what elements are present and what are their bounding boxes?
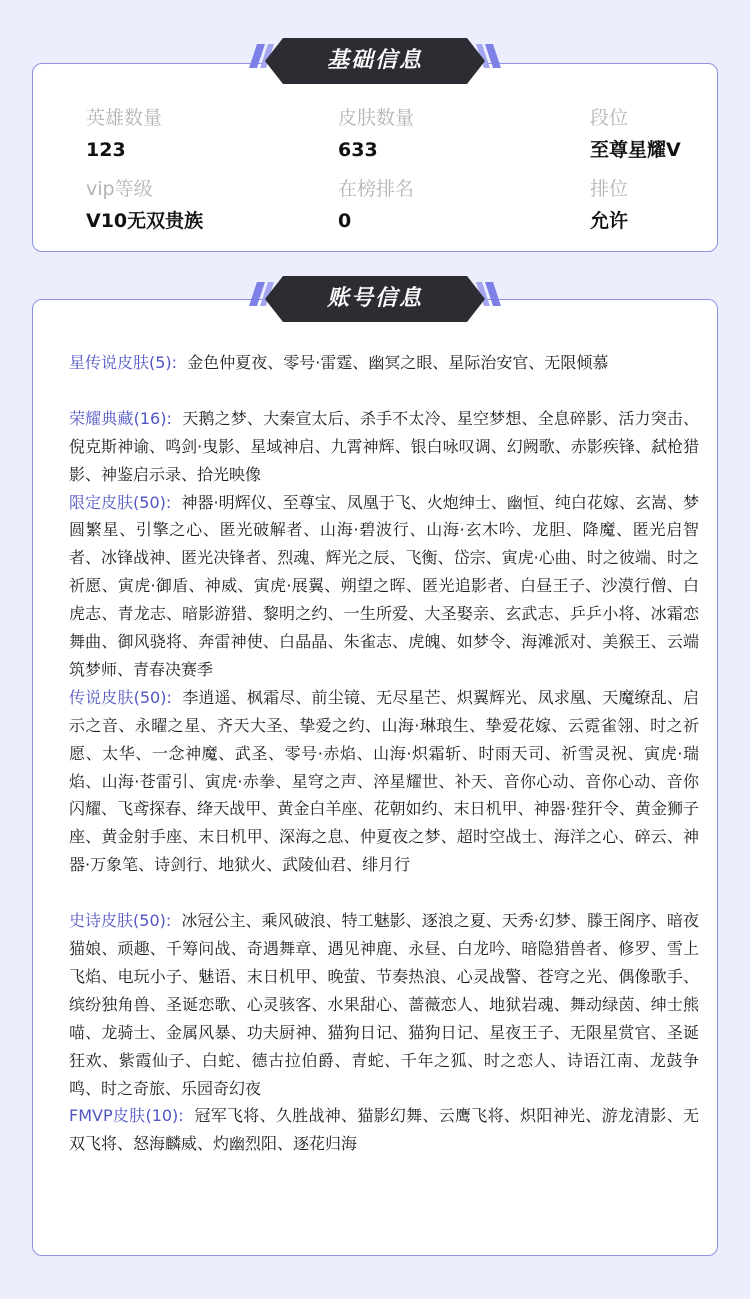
skin-group-fmvp <box>69 1102 699 1158</box>
stat-label: 排位 <box>590 178 629 200</box>
stat-leaderboard-rank <box>338 177 414 233</box>
skin-group-items: 冰冠公主、乘风破浪、特工魅影、逐浪之夏、天秀·幻梦、滕王阁序、暗夜猫娘、顽趣、千筹问战、奇遇舞章、遇见神鹿、永昼、白龙吟、暗隐猎兽者、修罗、雪上飞焰、电玩小子、魅语、末日机甲、晚萤、节奏热浪、心灵战警、苍穹之光、偶像歌手、缤纷独角兽、圣诞恋歌、心灵骇客、水果甜心、蔷薇恋人、地狱岩魂、舞动绿茵、绅士熊喵、龙骑士、金属风暴、功夫厨神、猫狗日记、猫狗日记、星夜王子、无限星赏官、圣诞狂欢、紫霞仙子、白蛇、德古拉伯爵、青蛇、千年之狐、时之恋人、诗语江南、龙鼓争鸣、时之奇旅、乐园奇幻夜 <box>69 911 699 1098</box>
skin-group-title: 史诗皮肤(50): <box>69 911 172 931</box>
stat-label: 段位 <box>590 107 629 129</box>
skin-group-title: 荣耀典藏(16): <box>69 408 172 428</box>
stat-label: 皮肤数量 <box>338 107 415 129</box>
stat-value: 0 <box>338 210 352 232</box>
section-title: 基础信息 <box>326 48 423 73</box>
skin-group-items: 金色仲夏夜、零号·雷霆、幽冥之眼、星际治安官、无限倾慕 <box>187 353 609 372</box>
skin-group-items: 神器·明辉仪、至尊宝、凤凰于飞、火炮绅士、幽恒、纯白花嫁、玄嵩、梦圆繁星、引擎之心、匿光破解者、山海·碧波行、山海·玄木吟、龙胆、降魔、匿光启智者、冰锋战神、匿光决锋者、烈魂、辉光之辰、飞衡、岱宗、寅虎·心曲、时之彼端、时之祈愿、寅虎·御盾、神威、寅虎·展翼、朔望之晖、匿光追影者、白昼王子、沙漠行僧、白虎志、青龙志、暗影游猎、黎明之约、一生所爱、大圣娶亲、玄武志、乒乒小将、冰霜恋舞曲、御风骁将、奔雷神使、白晶晶、朱雀志、虎魄、如梦令、海滩派对、美猴王、云端筑梦师、青春决赛季 <box>69 492 699 679</box>
stat-ranked-allowed <box>590 177 628 233</box>
skin-group-star-legend <box>69 349 699 377</box>
skin-group-title: 传说皮肤(50): <box>69 687 172 707</box>
stat-label: 英雄数量 <box>86 107 163 129</box>
skin-group-title: 限定皮肤(50): <box>69 492 172 512</box>
skin-group-items: 李逍遥、枫霜尽、前尘镜、无尽星芒、炽翼辉光、凤求凰、天魔缭乱、启示之音、永曜之星、齐天大圣、挚爱之约、山海·琳琅生、挚爱花嫁、云霓雀翎、时之祈愿、太华、一念神魔、武圣、零号·赤焰、山海·炽霜斩、时雨天司、祈雪灵祝、寅虎·瑞焰、山海·苍雷引、寅虎·赤拳、星穹之声、淬星耀世、补天、音你心动、音你心动、音你闪耀、飞鸢探春、绛天战甲、黄金白羊座、花朝如约、末日机甲、神器·狴犴令、黄金狮子座、黄金射手座、末日机甲、深海之息、仲夏夜之梦、超时空战士、海洋之心、碎云、神器·万象笔、诗剑行、地狱火、武陵仙君、绯月行 <box>69 687 699 875</box>
stat-rank-tier <box>590 106 681 162</box>
skin-group-glory-collection <box>69 405 699 489</box>
basic-info-card <box>32 63 718 252</box>
skin-group-epic <box>69 907 699 1102</box>
stat-skin-count <box>338 106 414 162</box>
skin-group-title: 星传说皮肤(5): <box>69 353 178 372</box>
skin-group-title: FMVP皮肤(10): <box>69 1106 184 1126</box>
skin-group-items: 冠军飞将、久胜战神、猫影幻舞、云鹰飞将、炽阳神光、游龙清影、无双飞将、怒海麟威、灼幽烈阳、逐花归海 <box>69 1106 699 1154</box>
stat-hero-count <box>86 106 162 162</box>
stat-value: 允许 <box>590 210 629 232</box>
skin-group-items: 天鹅之梦、大秦宣太后、杀手不太冷、星空梦想、全息碎影、活力突击、倪克斯神谕、鸣剑·曳影、星域神启、九霄神辉、银白咏叹调、幻阙歌、赤影疾锋、弑枪猎影、神鉴启示录、拾光映像 <box>69 408 699 484</box>
stat-value: 633 <box>338 139 378 161</box>
skin-group-legend <box>69 684 699 879</box>
stat-value: 至尊星耀V <box>590 139 681 161</box>
stat-value: V10无双贵族 <box>86 210 204 232</box>
stat-value: 123 <box>86 139 126 161</box>
stat-vip-level <box>86 177 203 233</box>
account-info-card <box>32 299 718 1256</box>
stat-label: vip等级 <box>86 178 153 200</box>
section-title: 账号信息 <box>326 286 423 311</box>
stat-label: 在榜排名 <box>338 178 415 200</box>
section-badge-basic <box>245 38 505 84</box>
skin-group-limited <box>69 489 699 684</box>
section-badge-account <box>245 276 505 322</box>
skin-group-list <box>69 349 699 1158</box>
